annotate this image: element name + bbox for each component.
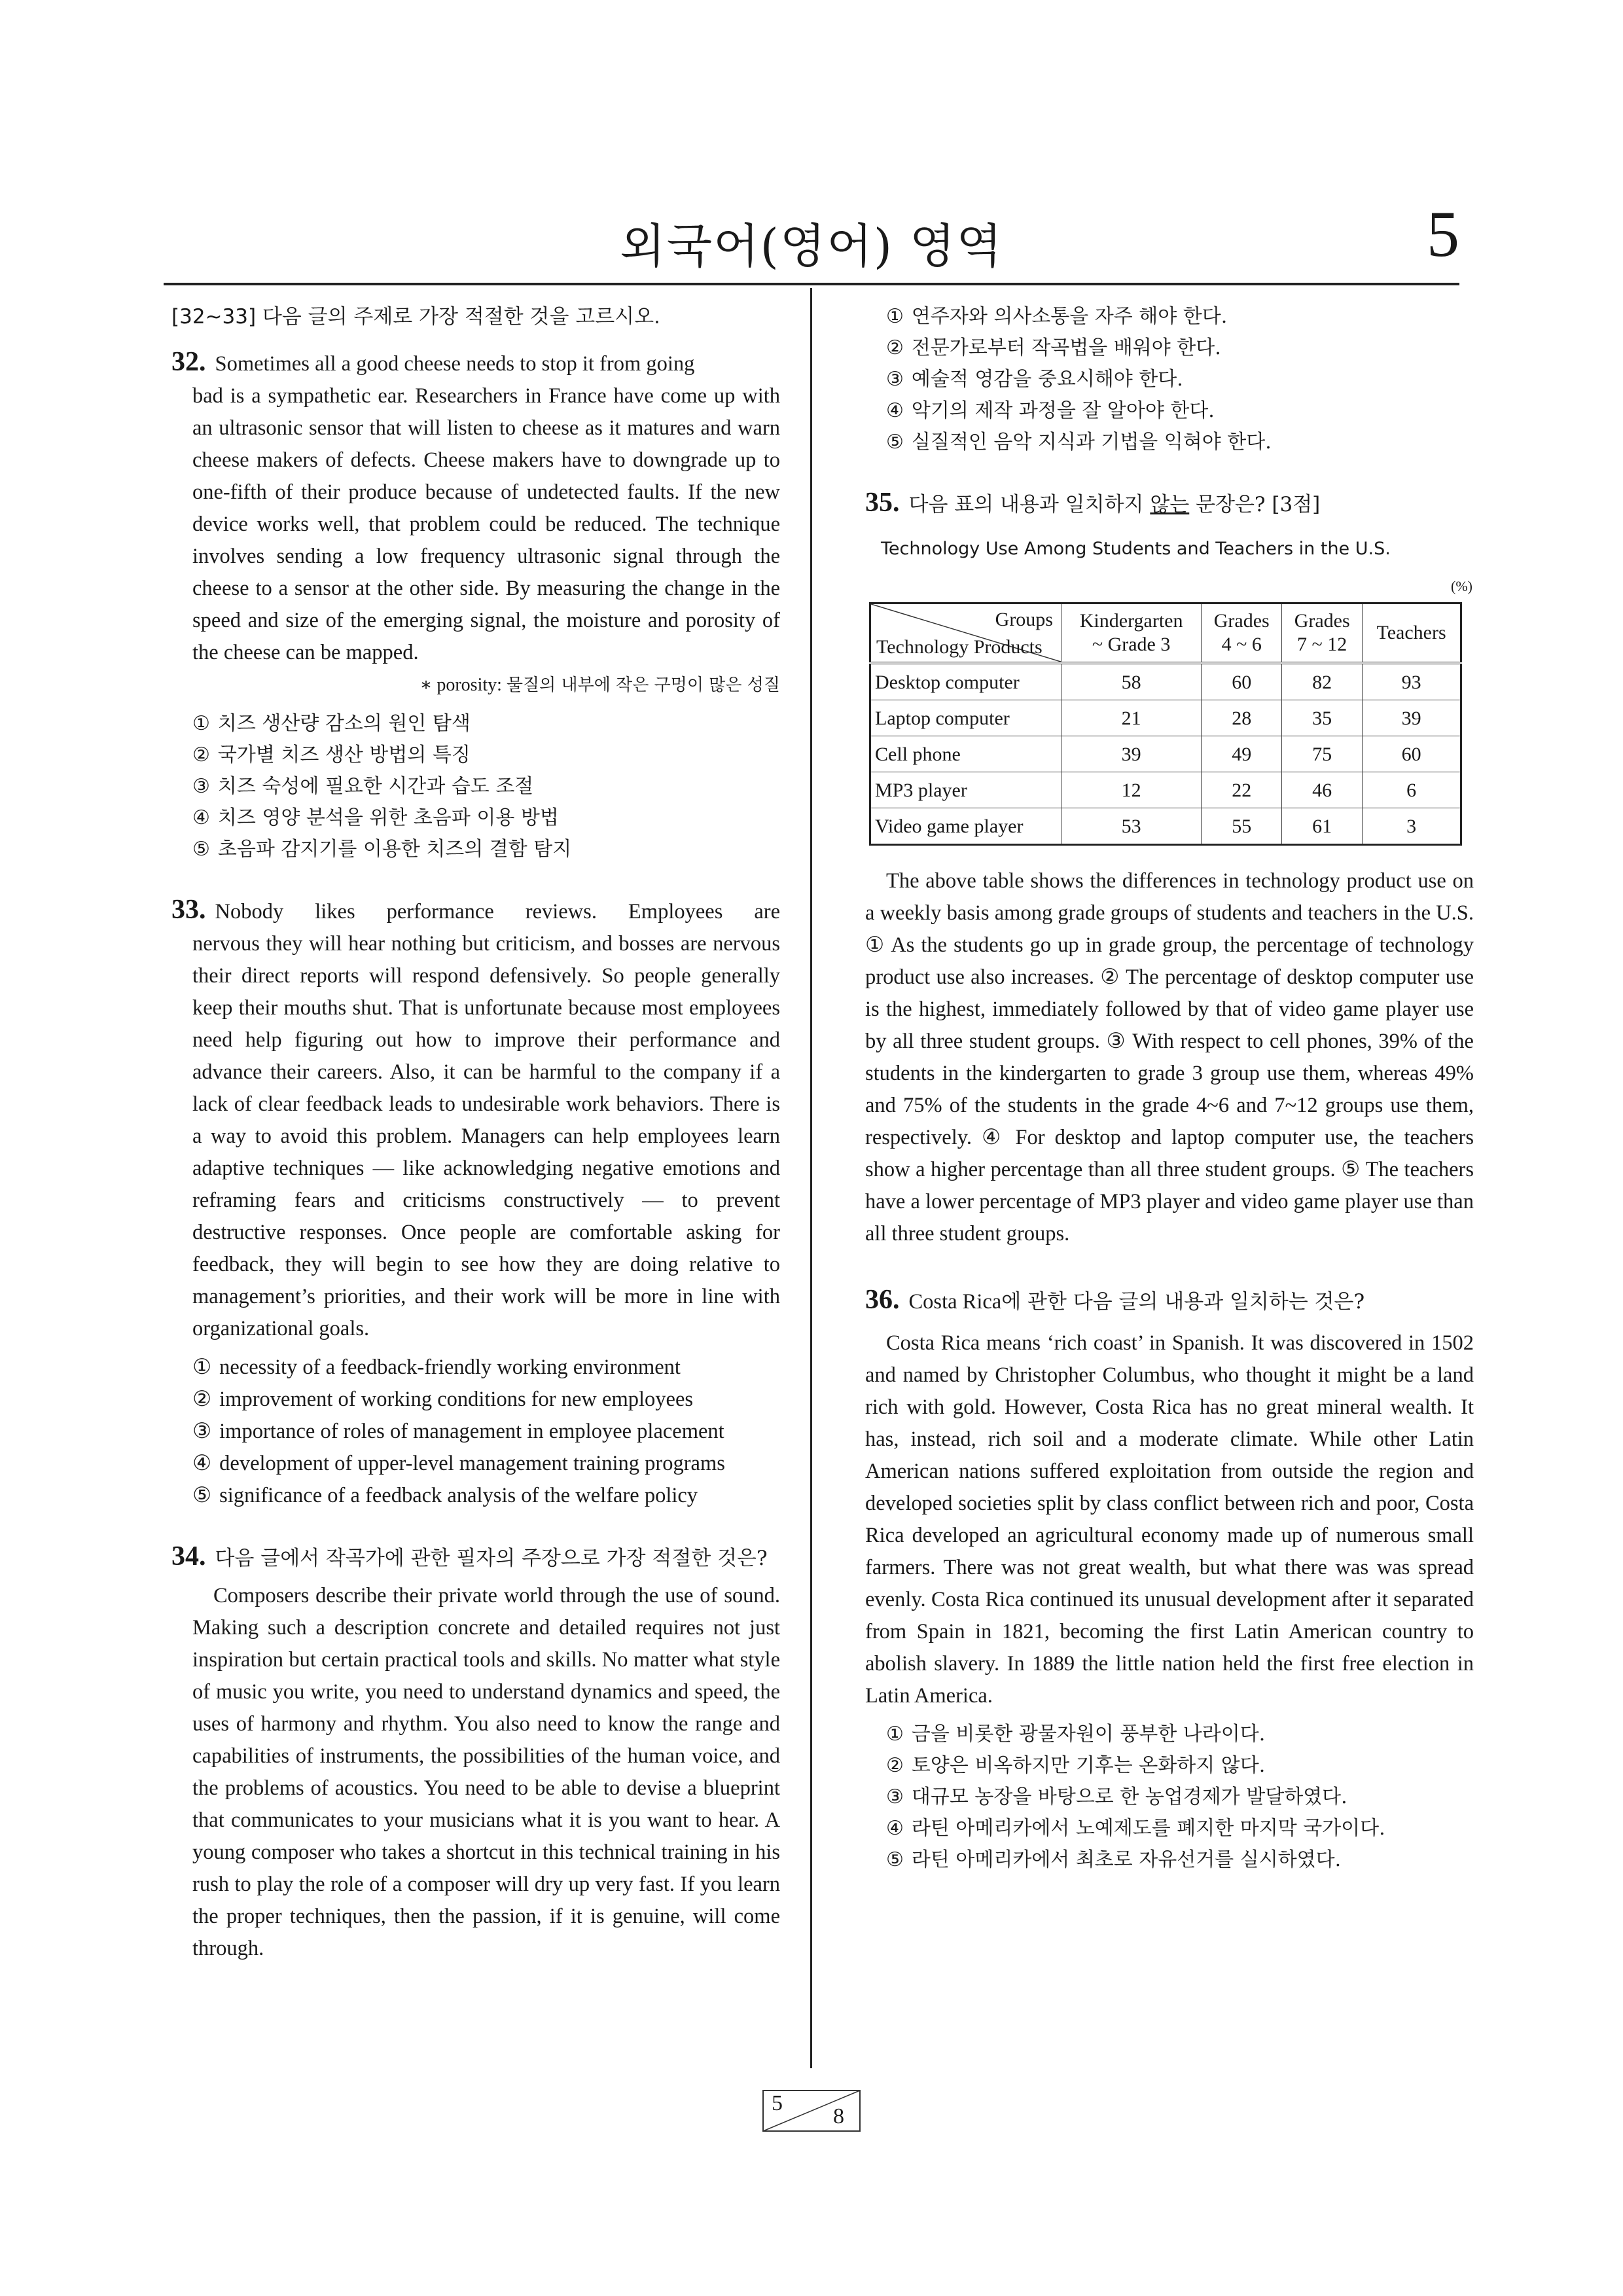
- question-prompt: 다음 글에서 작곡가에 관한 필자의 주장으로 가장 적절한 것은?: [215, 1547, 768, 1570]
- answer-options-34: [865, 301, 1474, 458]
- question-number: 34.: [171, 1541, 206, 1571]
- cell: 60: [1363, 736, 1461, 772]
- answer-option-2[interactable]: ② 토양은 비옥하지만 기후는 온화하지 않다.: [886, 1754, 1266, 1777]
- section-title: 외국어(영어) 영역: [620, 219, 1003, 274]
- question-number: 35.: [865, 488, 900, 518]
- col-header-4-6: Grades 4 ~ 6: [1202, 603, 1282, 664]
- table-row: [870, 772, 1461, 808]
- table-row: [870, 736, 1461, 772]
- question-36: [865, 1284, 1474, 1876]
- cell: 61: [1282, 808, 1363, 845]
- passage: Composers describe their private world through the use of sound. Making such a description concrete and detailed requires not just inspiration but certain practical tools and skills. No matter what style of music you write, you need to understand dynamics and speed, the uses of harmony and rhythm. You also need to know the range and capabilities of instruments, the possibilities of the human voice, and the problems of acoustics. You need to be able to devise a blueprint that communicates to your musicians what it is you want to hear. A young composer who takes a shortcut in this technical training in his rush to play the role of a composer will dry up very fast. If you learn the proper techniques, then the passion, if it is genuine, will come through.: [192, 1584, 780, 1960]
- answer-option-4[interactable]: ④ development of upper-level management training programs: [192, 1452, 725, 1475]
- table-row: [870, 700, 1461, 736]
- cell: 12: [1061, 772, 1202, 808]
- right-column: [865, 301, 1474, 1876]
- data-table: [869, 602, 1462, 846]
- row-label: MP3 player: [870, 772, 1061, 808]
- answer-option-5[interactable]: ⑤ 실질적인 음악 지식과 기법을 익혀야 한다.: [886, 431, 1272, 454]
- answer-option-4[interactable]: ④ 치즈 영양 분석을 위한 초음파 이용 방법: [192, 806, 559, 829]
- cell: 22: [1202, 772, 1282, 808]
- passage: The above table shows the differences in technology product use on a weekly basis among grade groups of students and teachers in the U.S. ① As the students go up in grade group, the percentage of technology product use also increases. ② The percentage of desktop computer use is the highest, immediately followed by that of video game player use by all three student groups. ③ With respect to cell phones, 39% of the students in the kindergarten to grade 3 group use them, whereas 49% and 75% of the students in the grade 4~6 and 7~12 groups use them, respectively. ④ For desktop and laptop computer use, the teachers show a higher percentage than all three student groups. ⑤ The teachers have a lower percentage of MP3 player and video game player use than all three student groups.: [865, 869, 1474, 1246]
- table-unit: (%): [1451, 578, 1472, 594]
- footnote-definition: 물질의 내부에 작은 구멍이 많은 성질: [506, 675, 780, 695]
- answer-option-1[interactable]: ① 금을 비롯한 광물자원이 풍부한 나라이다.: [886, 1723, 1266, 1746]
- question-prompt: 다음 표의 내용과 일치하지 않는 문장은? [3점]: [908, 493, 1321, 516]
- table-corner-cell: [870, 603, 1061, 664]
- cell: 93: [1363, 663, 1461, 700]
- row-label: Desktop computer: [870, 663, 1061, 700]
- question-32: [171, 346, 780, 865]
- page-number: 5: [1427, 198, 1459, 270]
- underlined-word: 않는: [1150, 493, 1190, 516]
- answer-option-3[interactable]: ③ importance of roles of management in employee placement: [192, 1420, 724, 1443]
- cell: 21: [1061, 700, 1202, 736]
- answer-options: [171, 708, 780, 865]
- question-number: 36.: [865, 1285, 900, 1315]
- cell: 46: [1282, 772, 1363, 808]
- answer-option-2[interactable]: ② 전문가로부터 작곡법을 배워야 한다.: [886, 336, 1221, 359]
- passage: nervous they will hear nothing but criticism, and bosses are nervous their direct reports will respond defensively. So people generally keep their mouths shut. That is unfortunate because most employees need help figuring out how to improve their performance and advance their careers. Also, it can be harmful to the company if a lack of clear feedback leads to undesirable work behaviors. There is a way to avoid this problem. Managers can help employees learn adaptive techniques — like acknowledging negative emotions and reframing fears and criticisms constructively — to prevent destructive responses. Once people are comfortable asking for feedback, they will begin to see how they are doing relative to management’s priorities, and their work will be more in line with organizational goals.: [192, 932, 780, 1340]
- answer-option-3[interactable]: ③ 대규모 농장을 바탕으로 한 농업경제가 발달하였다.: [886, 1785, 1347, 1808]
- question-35: [865, 487, 1474, 1250]
- passage: bad is a sympathetic ear. Researchers in France have come up with an ultrasonic sensor that will listen to cheese as it matures and warn cheese makers of defects. Cheese makers have to downgrade up to one-fifth of their produce because of undetected faults. If the new device works well, that problem could be reduced. The technique involves sending a low frequency ultrasonic signal through the cheese to a sensor at the other side. By measuring the change in the speed and size of the emerging signal, the moisture and porosity of the cheese can be mapped.: [192, 384, 780, 664]
- answer-option-3[interactable]: ③ 치즈 숙성에 필요한 시간과 습도 조절: [192, 775, 534, 798]
- column-divider: [810, 288, 812, 2068]
- answer-option-3[interactable]: ③ 예술적 영감을 중요시해야 한다.: [886, 368, 1183, 391]
- row-label: Cell phone: [870, 736, 1061, 772]
- row-label: Laptop computer: [870, 700, 1061, 736]
- col-header-k3: Kindergarten ~ Grade 3: [1061, 603, 1202, 664]
- cell: 75: [1282, 736, 1363, 772]
- answer-options: [171, 1352, 780, 1512]
- table-title: Technology Use Among Students and Teachers in the U.S.: [881, 539, 1391, 559]
- header-rule: [164, 283, 1459, 285]
- cell: 58: [1061, 663, 1202, 700]
- answer-option-5[interactable]: ⑤ significance of a feedback analysis of the welfare policy: [192, 1484, 698, 1507]
- total-pages: 8: [833, 2104, 844, 2128]
- question-number: 32.: [171, 347, 206, 377]
- answer-option-5[interactable]: ⑤ 초음파 감지기를 이용한 치즈의 결함 탐지: [192, 838, 572, 861]
- cell: 55: [1202, 808, 1282, 845]
- cell: 35: [1282, 700, 1363, 736]
- cell: 39: [1363, 700, 1461, 736]
- cell: 49: [1202, 736, 1282, 772]
- cell: 39: [1061, 736, 1202, 772]
- cell: 82: [1282, 663, 1363, 700]
- answer-option-4[interactable]: ④ 라틴 아메리카에서 노예제도를 폐지한 마지막 국가이다.: [886, 1817, 1385, 1840]
- question-33: [171, 894, 780, 1512]
- left-column: [171, 301, 780, 1965]
- table-row: [870, 663, 1461, 700]
- answer-option-1[interactable]: ① 치즈 생산량 감소의 원인 탐색: [192, 712, 471, 735]
- current-page: 5: [772, 2091, 783, 2115]
- cell: 53: [1061, 808, 1202, 845]
- question-number: 33.: [171, 895, 206, 925]
- cell: 28: [1202, 700, 1282, 736]
- instruction-32-33: [32~33] 다음 글의 주제로 가장 적절한 것을 고르시오.: [171, 305, 660, 329]
- row-label: Video game player: [870, 808, 1061, 845]
- answer-option-4[interactable]: ④ 악기의 제작 과정을 잘 알아야 한다.: [886, 399, 1215, 422]
- question-prompt: Costa Rica에 관한 다음 글의 내용과 일치하는 것은?: [908, 1290, 1365, 1314]
- table-row: [870, 808, 1461, 845]
- footnote: [171, 669, 780, 702]
- question-34: [171, 1541, 780, 1965]
- answer-option-2[interactable]: ② improvement of working conditions for new employees: [192, 1388, 694, 1411]
- col-header-teachers: Teachers: [1363, 603, 1461, 664]
- cell: 3: [1363, 808, 1461, 845]
- passage-first-line: Sometimes all a good cheese needs to stop it from going: [215, 352, 695, 376]
- col-header-7-12: Grades 7 ~ 12: [1282, 603, 1363, 664]
- passage-first-line: Nobody likes performance reviews. Employees are: [215, 900, 780, 924]
- answer-option-5[interactable]: ⑤ 라틴 아메리카에서 최초로 자유선거를 실시하였다.: [886, 1848, 1342, 1871]
- answer-option-1[interactable]: ① necessity of a feedback-friendly working environment: [192, 1355, 681, 1379]
- answer-option-1[interactable]: ① 연주자와 의사소통을 자주 해야 한다.: [886, 305, 1228, 328]
- answer-option-2[interactable]: ② 국가별 치즈 생산 방법의 특징: [192, 744, 471, 766]
- corner-groups-label: Groups: [995, 609, 1053, 630]
- answer-options: [865, 1719, 1474, 1876]
- cell: 60: [1202, 663, 1282, 700]
- page-indicator: [762, 2090, 861, 2132]
- footnote-term: ∗ porosity:: [419, 675, 502, 695]
- corner-products-label: Technology Products: [876, 636, 1043, 658]
- cell: 6: [1363, 772, 1461, 808]
- passage: Costa Rica means ‘rich coast’ in Spanish. It was discovered in 1502 and named by Christopher Columbus, who thought it might be a land rich with gold. However, Costa Rica has no great mineral wealth. It has, instead, rich soil and a moderate climate. While other Latin American nations suffered exploitation from outside the region and developed societies split by class conflict between rich and poor, Costa Rica developed an agricultural economy made up of numerous small farmers. There was not great wealth, but what there was was spread evenly. Costa Rica continued its unusual development after it separated from Spain in 1821, becoming the first Latin American country to abolish slavery. In 1889 the little nation held the first free election in Latin America.: [865, 1331, 1474, 1708]
